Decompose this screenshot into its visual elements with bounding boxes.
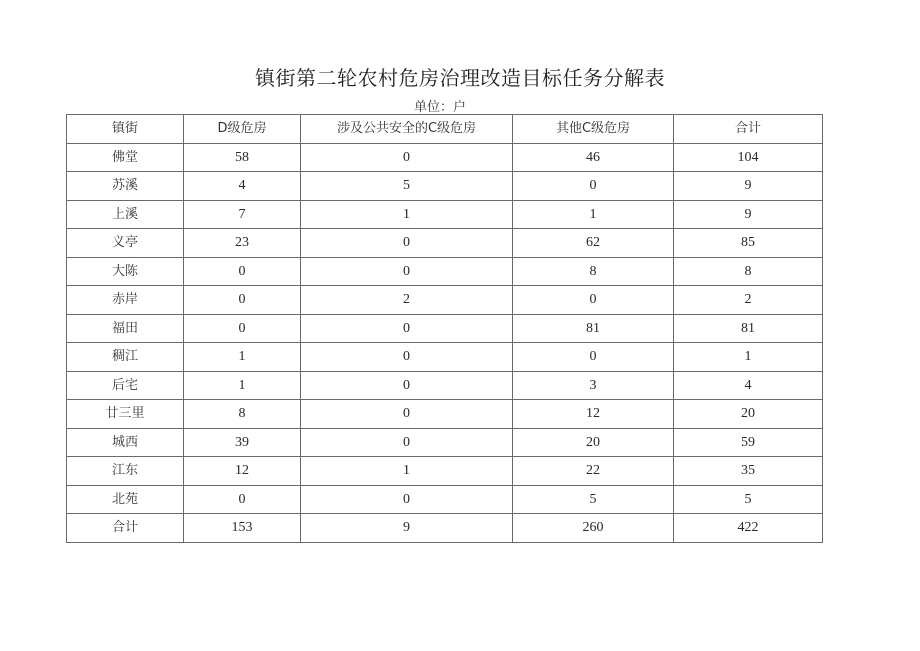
- total-cell: 1: [674, 343, 823, 372]
- c-public-cell: 0: [301, 485, 513, 514]
- d-level-cell: 39: [184, 428, 301, 457]
- table-row: [67, 257, 823, 286]
- d-level-cell: 1: [184, 371, 301, 400]
- town-cell: 稠江: [67, 343, 184, 372]
- document-title: 镇街第二轮农村危房治理改造目标任务分解表: [255, 66, 665, 90]
- table-row: [67, 314, 823, 343]
- d-level-cell: 4: [184, 172, 301, 201]
- c-other-cell: 12: [513, 400, 674, 429]
- c-public-cell: 1: [301, 457, 513, 486]
- total-cell: 8: [674, 257, 823, 286]
- c-other-cell: 81: [513, 314, 674, 343]
- unit-label: 单位：户: [413, 100, 466, 115]
- d-level-cell: 0: [184, 286, 301, 315]
- town-cell: 廿三里: [67, 400, 184, 429]
- c-public-cell: 0: [301, 400, 513, 429]
- total-cell: 9: [674, 172, 823, 201]
- table-row: [67, 343, 823, 372]
- header-total: 合计: [674, 115, 823, 144]
- c-public-cell: 1: [301, 200, 513, 229]
- table-row: [67, 428, 823, 457]
- totals-row: [67, 514, 823, 543]
- totals-c-public: 9: [301, 514, 513, 543]
- d-level-cell: 0: [184, 257, 301, 286]
- task-breakdown-table: [66, 114, 823, 543]
- d-level-cell: 1: [184, 343, 301, 372]
- c-public-cell: 0: [301, 343, 513, 372]
- c-public-cell: 0: [301, 143, 513, 172]
- totals-total: 422: [674, 514, 823, 543]
- town-cell: 福田: [67, 314, 184, 343]
- header-c-other: 其他C级危房: [513, 115, 674, 144]
- town-cell: 城西: [67, 428, 184, 457]
- d-level-cell: 58: [184, 143, 301, 172]
- total-cell: 104: [674, 143, 823, 172]
- table-row: [67, 229, 823, 258]
- c-other-cell: 0: [513, 343, 674, 372]
- total-cell: 5: [674, 485, 823, 514]
- c-other-cell: 22: [513, 457, 674, 486]
- header-town: 镇街: [67, 115, 184, 144]
- total-cell: 4: [674, 371, 823, 400]
- town-cell: 后宅: [67, 371, 184, 400]
- table-row: [67, 485, 823, 514]
- c-public-cell: 0: [301, 229, 513, 258]
- table-row: [67, 286, 823, 315]
- c-public-cell: 5: [301, 172, 513, 201]
- totals-label: 合计: [67, 514, 184, 543]
- header-c-public: 涉及公共安全的C级危房: [301, 115, 513, 144]
- total-cell: 81: [674, 314, 823, 343]
- c-other-cell: 62: [513, 229, 674, 258]
- town-cell: 上溪: [67, 200, 184, 229]
- table-row: [67, 200, 823, 229]
- c-public-cell: 0: [301, 257, 513, 286]
- d-level-cell: 0: [184, 314, 301, 343]
- c-public-cell: 2: [301, 286, 513, 315]
- c-public-cell: 0: [301, 314, 513, 343]
- c-other-cell: 5: [513, 485, 674, 514]
- town-cell: 佛堂: [67, 143, 184, 172]
- total-cell: 35: [674, 457, 823, 486]
- c-other-cell: 20: [513, 428, 674, 457]
- c-public-cell: 0: [301, 428, 513, 457]
- total-cell: 85: [674, 229, 823, 258]
- total-cell: 9: [674, 200, 823, 229]
- table-row: [67, 457, 823, 486]
- d-level-cell: 8: [184, 400, 301, 429]
- header-row: [67, 115, 823, 144]
- table-row: [67, 143, 823, 172]
- town-cell: 江东: [67, 457, 184, 486]
- town-cell: 义亭: [67, 229, 184, 258]
- c-other-cell: 8: [513, 257, 674, 286]
- total-cell: 2: [674, 286, 823, 315]
- town-cell: 北苑: [67, 485, 184, 514]
- d-level-cell: 23: [184, 229, 301, 258]
- d-level-cell: 12: [184, 457, 301, 486]
- total-cell: 59: [674, 428, 823, 457]
- table-row: [67, 172, 823, 201]
- town-cell: 大陈: [67, 257, 184, 286]
- header-d-level: D级危房: [184, 115, 301, 144]
- d-level-cell: 0: [184, 485, 301, 514]
- c-public-cell: 0: [301, 371, 513, 400]
- table-row: [67, 371, 823, 400]
- c-other-cell: 1: [513, 200, 674, 229]
- totals-d-level: 153: [184, 514, 301, 543]
- c-other-cell: 46: [513, 143, 674, 172]
- table-row: [67, 400, 823, 429]
- town-cell: 赤岸: [67, 286, 184, 315]
- totals-c-other: 260: [513, 514, 674, 543]
- c-other-cell: 0: [513, 286, 674, 315]
- town-cell: 苏溪: [67, 172, 184, 201]
- d-level-cell: 7: [184, 200, 301, 229]
- c-other-cell: 3: [513, 371, 674, 400]
- c-other-cell: 0: [513, 172, 674, 201]
- total-cell: 20: [674, 400, 823, 429]
